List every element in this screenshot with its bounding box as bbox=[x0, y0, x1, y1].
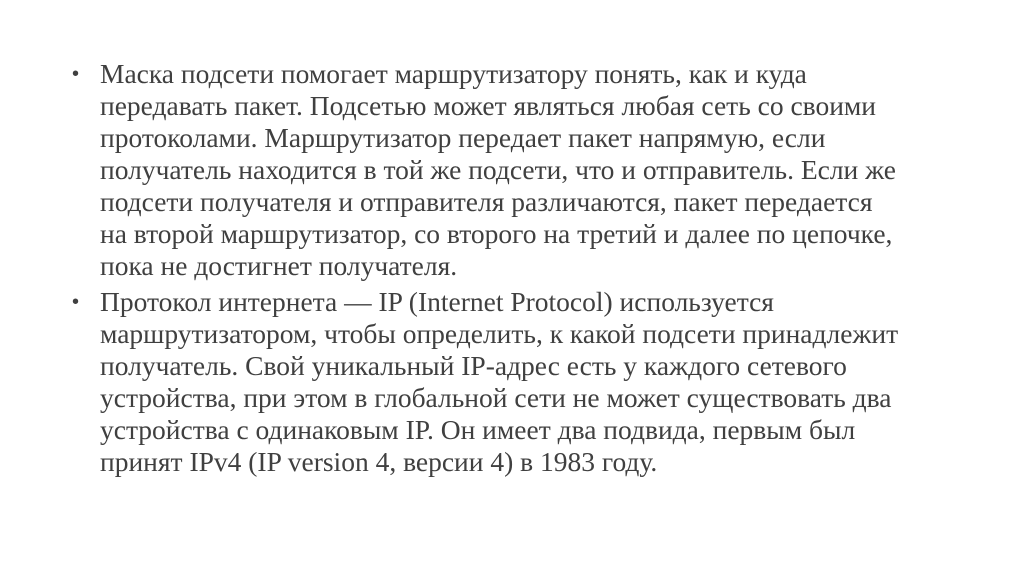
bullet-dot-icon: • bbox=[72, 63, 80, 85]
bullet-item-ip-protocol bbox=[70, 286, 970, 478]
text-line: на второй маршрутизатор, со второго на третий и далее по цепочке, bbox=[100, 218, 893, 249]
text-line: получатель находится в той же подсети, что и отправитель. Если же bbox=[100, 154, 896, 185]
text-line: протоколами. Маршрутизатор передает пакет напрямую, если bbox=[100, 122, 826, 153]
slide-content bbox=[70, 58, 970, 482]
text-line: устройства, при этом в глобальной сети не может существовать два bbox=[100, 382, 892, 413]
text-line: Маска подсети помогает маршрутизатору понять, как и куда bbox=[100, 58, 807, 89]
text-line: пока не достигнет получателя. bbox=[100, 250, 458, 281]
text-line: принят IPv4 (IP version 4, версии 4) в 1983 году. bbox=[100, 446, 658, 477]
text-line: получатель. Свой уникальный IP-адрес есть у каждого сетевого bbox=[100, 350, 847, 381]
bullet-item-subnet-mask bbox=[70, 58, 970, 282]
bullet-text bbox=[100, 58, 970, 282]
text-line: устройства с одинаковым IP. Он имеет два подвида, первым был bbox=[100, 414, 856, 445]
text-line: передавать пакет. Подсетью может являться любая сеть со своими bbox=[100, 90, 877, 121]
text-line: Протокол интернета — IP (Internet Protocol) используется bbox=[100, 286, 774, 317]
bullet-text bbox=[100, 286, 970, 478]
text-line: маршрутизатором, чтобы определить, к какой подсети принадлежит bbox=[100, 318, 899, 349]
bullet-list bbox=[70, 58, 970, 478]
text-line: подсети получателя и отправителя различаются, пакет передается bbox=[100, 186, 873, 217]
bullet-dot-icon: • bbox=[72, 291, 80, 313]
